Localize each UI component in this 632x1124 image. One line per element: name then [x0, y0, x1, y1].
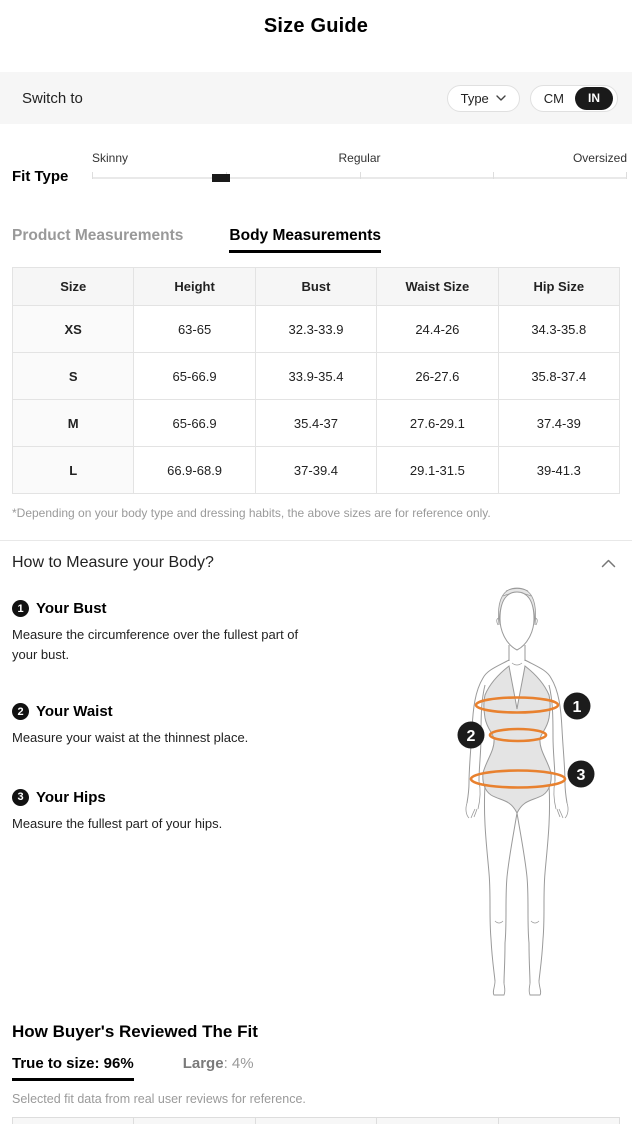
step-1-badge: 1	[12, 600, 29, 617]
unit-option-cm[interactable]: CM	[543, 90, 564, 106]
measure-item-title: Your Bust	[36, 600, 107, 617]
measurement-tabs	[0, 227, 632, 253]
table-row	[13, 353, 620, 400]
cell-waist: 24.4-26	[377, 306, 498, 353]
slider-tick	[92, 172, 93, 179]
measure-item-desc: Measure your waist at the thinnest place.	[12, 730, 249, 745]
fit-type-section	[0, 124, 632, 206]
slider-option-regular: Regular	[338, 151, 381, 165]
slider-option-skinny: Skinny	[92, 151, 129, 165]
tab-body-measurements[interactable]: Body Measurements	[229, 227, 381, 253]
partial-table-cell	[377, 1117, 498, 1124]
cell-size: XS	[13, 306, 134, 353]
fit-review-note: Selected fit data from real user reviews for reference.	[12, 1092, 306, 1106]
col-header-hip: Hip Size	[498, 268, 619, 306]
cell-bust: 32.3-33.9	[255, 306, 376, 353]
large-stat-label: Large	[182, 1055, 224, 1072]
slider-tick	[360, 172, 361, 179]
slider-tick	[626, 172, 627, 179]
cell-waist: 27.6-29.1	[377, 400, 498, 447]
measure-item-title: Your Hips	[36, 788, 106, 806]
fit-type-label: Fit Type	[12, 168, 69, 185]
type-dropdown-button[interactable]	[447, 85, 520, 112]
measure-item-hips	[12, 789, 342, 834]
cell-bust: 35.4-37	[255, 400, 376, 447]
partial-table-cell	[499, 1117, 620, 1124]
switch-to-label: Switch to	[22, 89, 83, 107]
large-stat	[183, 1055, 254, 1072]
partial-table-cell	[12, 1117, 134, 1124]
cell-height: 63-65	[134, 306, 255, 353]
cell-hip: 34.3-35.8	[498, 306, 619, 353]
partial-table-cell	[134, 1117, 255, 1124]
col-header-waist: Waist Size	[377, 268, 498, 306]
next-table-partial	[12, 1117, 620, 1124]
how-to-measure-title: How to Measure your Body?	[12, 554, 214, 571]
col-header-size: Size	[13, 268, 134, 306]
true-to-size-stat: True to size: 96%	[12, 1055, 134, 1081]
slider-handle[interactable]	[212, 174, 230, 182]
svg-text:3: 3	[576, 767, 586, 784]
how-to-measure-header[interactable]	[12, 541, 620, 572]
table-footnote: *Depending on your body type and dressing habits, the above sizes are for reference only.	[12, 506, 491, 520]
fit-review-section	[0, 1022, 632, 1106]
cell-size: M	[13, 400, 134, 447]
cell-hip: 35.8-37.4	[498, 353, 619, 400]
cell-hip: 37.4-39	[498, 400, 619, 447]
slider-track[interactable]	[92, 177, 627, 179]
slider-labels	[92, 151, 627, 167]
large-stat-value: : 4%	[223, 1055, 254, 1072]
measure-item-title: Your Waist	[36, 703, 113, 720]
cell-height: 66.9-68.9	[134, 447, 255, 494]
measure-item-desc: Measure the circumference over the fullest part of your bust.	[12, 627, 299, 662]
svg-text:2: 2	[466, 728, 476, 745]
cell-bust: 37-39.4	[255, 447, 376, 494]
slider-option-oversized: Oversized	[572, 151, 627, 165]
page-header	[0, 0, 632, 72]
size-table	[12, 267, 620, 494]
how-to-measure-section	[0, 541, 632, 1005]
table-row	[13, 400, 620, 447]
switch-bar	[0, 72, 632, 124]
table-header-row	[13, 268, 620, 306]
tab-product-measurements[interactable]: Product Measurements	[12, 227, 184, 244]
chevron-down-icon	[496, 95, 506, 101]
cell-size: L	[13, 447, 134, 494]
type-dropdown-label: Type	[460, 90, 489, 106]
table-row	[13, 447, 620, 494]
cell-height: 65-66.9	[134, 353, 255, 400]
measure-item-waist	[12, 703, 342, 748]
chevron-up-icon[interactable]	[601, 559, 616, 568]
fit-review-title: How Buyer's Reviewed The Fit	[12, 1022, 258, 1041]
col-header-bust: Bust	[255, 268, 376, 306]
fit-type-slider[interactable]	[92, 124, 627, 194]
measure-item-desc: Measure the fullest part of your hips.	[12, 815, 223, 831]
svg-text:1: 1	[572, 699, 582, 716]
slider-tick	[493, 172, 494, 179]
col-header-height: Height	[134, 268, 255, 306]
cell-hip: 39-41.3	[498, 447, 619, 494]
step-3-badge: 3	[12, 789, 29, 806]
step-2-badge: 2	[12, 703, 29, 720]
cell-waist: 26-27.6	[377, 353, 498, 400]
cell-bust: 33.9-35.4	[255, 353, 376, 400]
partial-table-cell	[256, 1117, 377, 1124]
table-row	[13, 306, 620, 353]
fit-review-stats	[12, 1055, 620, 1081]
cell-height: 65-66.9	[134, 400, 255, 447]
unit-toggle[interactable]	[530, 85, 618, 112]
body-measurement-illustration	[438, 587, 610, 999]
unit-option-in-selected[interactable]: IN	[575, 87, 613, 110]
page-title: Size Guide	[263, 15, 369, 37]
body-figure-image	[438, 587, 610, 999]
cell-waist: 29.1-31.5	[377, 447, 498, 494]
cell-size: S	[13, 353, 134, 400]
measure-item-bust	[12, 600, 342, 664]
